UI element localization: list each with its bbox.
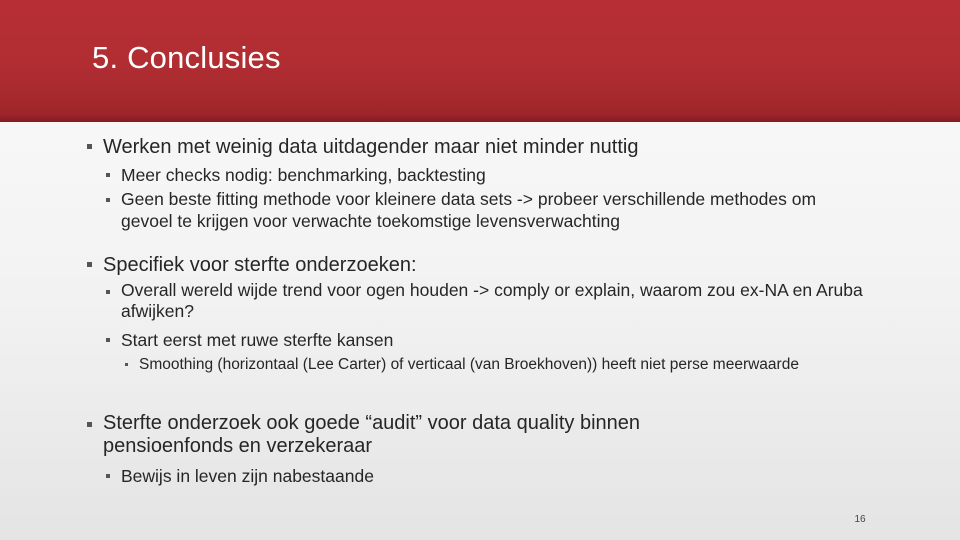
bullet-level2: Overall wereld wijde trend voor ogen houden -> comply or explain, waarom zou ex-NA en Aruba afwijken?	[121, 280, 863, 321]
bullet-marker	[87, 262, 92, 267]
bullet-marker	[106, 173, 110, 177]
bullet-level1: Specifiek voor sterfte onderzoeken:	[103, 254, 417, 276]
bullet-marker	[87, 422, 92, 427]
bullet-marker	[106, 290, 110, 294]
bullet-level1: Sterfte onderzoek ook goede “audit” voor data quality binnen pensioenfonds en verzekeraar	[103, 412, 641, 457]
bullet-level2: Geen beste fitting methode voor kleinere data sets -> probeer verschillende methodes om gevoel te krijgen voor verwachte toekomstige levensverwachting	[121, 189, 817, 231]
slide-title: 5. Conclusies	[92, 40, 281, 75]
bullet-marker	[106, 338, 110, 342]
bullet-level2: Meer checks nodig: benchmarking, backtesting	[121, 165, 486, 185]
page-number: 16	[854, 514, 866, 525]
bullet-marker	[106, 198, 110, 202]
bullet-level3: Smoothing (horizontaal (Lee Carter) of verticaal (van Broekhoven)) heeft niet perse meerwaarde	[139, 356, 799, 373]
bullet-marker	[125, 363, 128, 366]
bullet-marker	[87, 144, 92, 149]
bullet-marker	[106, 474, 110, 478]
bullet-level1: Werken met weinig data uitdagender maar niet minder nuttig	[103, 136, 639, 158]
bullet-level2: Bewijs in leven zijn nabestaande	[121, 466, 374, 486]
bullet-level2: Start eerst met ruwe sterfte kansen	[121, 330, 394, 350]
